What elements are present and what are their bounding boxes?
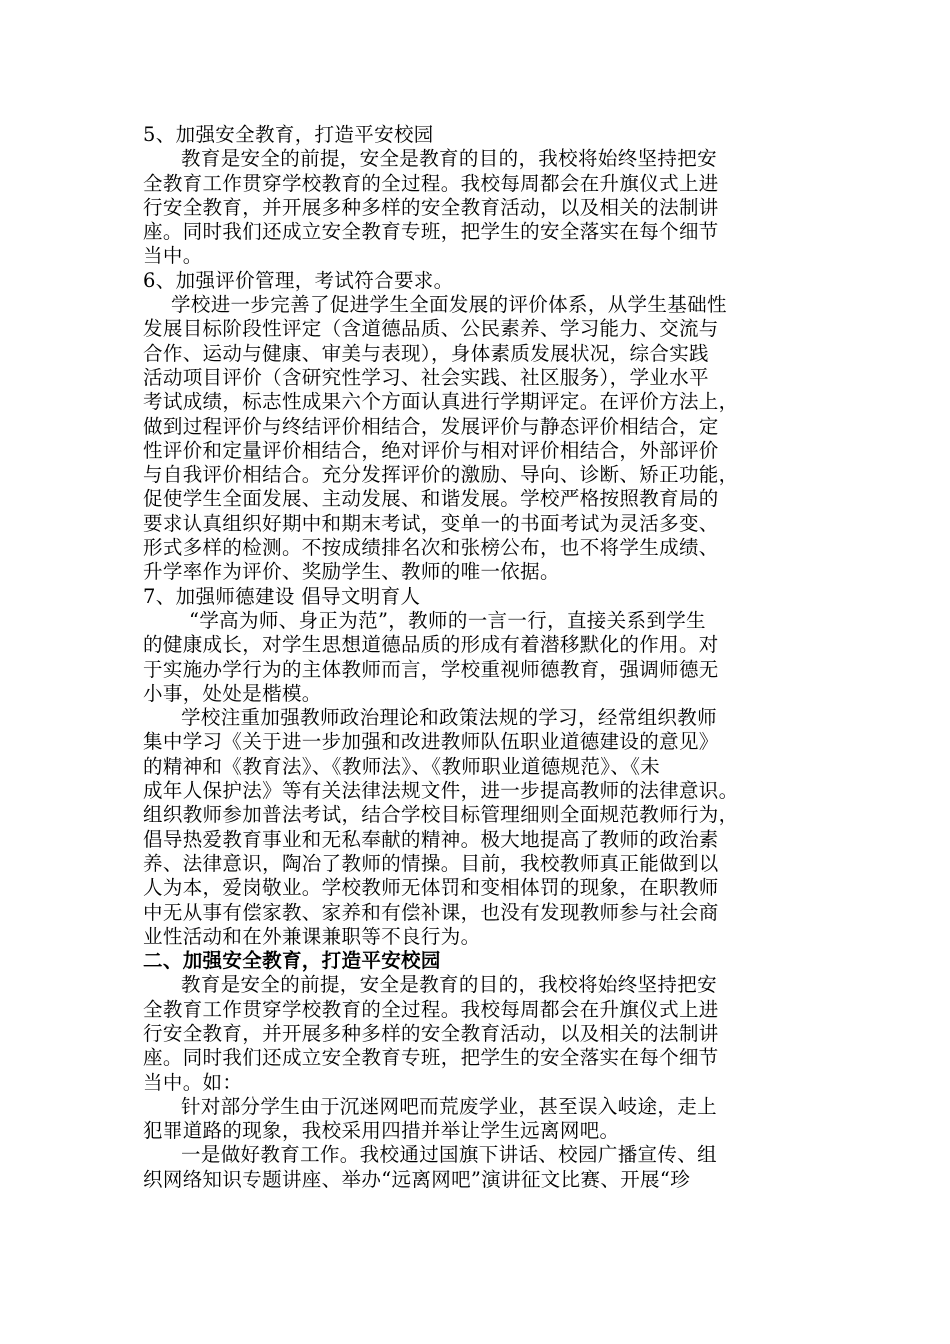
- text-line: 倡导热爱教育事业和无私奉献的精神。极大地提高了教师的政治素: [143, 827, 719, 851]
- text-line: 活动项目评价（含研究性学习、社会实践、社区服务），学业水平: [143, 365, 709, 389]
- text-line: 学校进一步完善了促进学生全面发展的评价体系，从学生基础性: [171, 293, 727, 317]
- text-line: 小事，处处是楷模。: [143, 681, 322, 705]
- text-line: 行安全教育，并开展多种多样的安全教育活动，以及相关的法制讲: [143, 1021, 719, 1045]
- text-line: 座。同时我们还成立安全教育专班，把学生的安全落实在每个细节: [143, 220, 719, 244]
- text-line: 当中。如：: [143, 1070, 243, 1094]
- text-line: 组织教师参加普法考试，结合学校目标管理细则全面规范教师行为，: [143, 803, 739, 827]
- text-line: 全教育工作贯穿学校教育的全过程。我校每周都会在升旗仪式上进: [143, 171, 719, 195]
- text-line: 行安全教育，并开展多种多样的安全教育活动，以及相关的法制讲: [143, 195, 719, 219]
- text-line: 当中。: [143, 244, 203, 268]
- text-line: 犯罪道路的现象，我校采用四措并举让学生远离网吧。: [143, 1119, 620, 1143]
- text-line: 成年人保护法》等有关法律法规文件，进一步提高教师的法律意识。: [143, 779, 739, 803]
- text-line: 业性活动和在外兼课兼职等不良行为。: [143, 924, 481, 948]
- document-page: [143, 123, 823, 1192]
- section-heading: 二、加强安全教育，打造平安校园: [143, 949, 441, 973]
- text-line: 座。同时我们还成立安全教育专班，把学生的安全落实在每个细节: [143, 1046, 719, 1070]
- text-line: 促使学生全面发展、主动发展、和谐发展。学校严格按照教育局的: [143, 487, 719, 511]
- text-line: 全教育工作贯穿学校教育的全过程。我校每周都会在升旗仪式上进: [143, 997, 719, 1021]
- text-line: 一是做好教育工作。我校通过国旗下讲话、校园广播宣传、组: [181, 1143, 717, 1167]
- text-line: 于实施办学行为的主体教师而言，学校重视师德教育，强调师德无: [143, 657, 719, 681]
- text-line: 与自我评价相结合。充分发挥评价的激励、导向、诊断、矫正功能，: [143, 463, 739, 487]
- text-line: 考试成绩，标志性成果六个方面认真进行学期评定。在评价方法上，: [143, 390, 739, 414]
- text-line: 的健康成长，对学生思想道德品质的形成有着潜移默化的作用。对: [143, 633, 719, 657]
- text-line: 要求认真组织好期中和期末考试，变单一的书面考试为灵活多变、: [143, 511, 719, 535]
- text-line: 针对部分学生由于沉迷网吧而荒废学业，甚至误入岐途，走上: [181, 1094, 717, 1118]
- text-line: 5、加强安全教育，打造平安校园: [143, 123, 434, 146]
- text-line: 中无从事有偿家教、家养和有偿补课，也没有发现教师参与社会商: [143, 900, 719, 924]
- text-line: “学高为师、身正为范”，教师的一言一行，直接关系到学生: [189, 608, 706, 632]
- text-line: 合作、运动与健康、审美与表现），身体素质发展状况，综合实践: [143, 341, 709, 365]
- text-line: 集中学习《关于进一步加强和改进教师队伍职业道德建设的意见》: [143, 730, 719, 754]
- text-line: 7、加强师德建设 倡导文明育人: [143, 584, 421, 608]
- text-line: 升学率作为评价、奖励学生、教师的唯一依据。: [143, 560, 560, 584]
- text-line: 人为本，爱岗敬业。学校教师无体罚和变相体罚的现象，在职教师: [143, 876, 719, 900]
- text-line: 教育是安全的前提，安全是教育的目的，我校将始终坚持把安: [181, 147, 717, 171]
- text-line: 做到过程评价与终结评价相结合，发展评价与静态评价相结合，定: [143, 414, 719, 438]
- text-line: 的精神和《教育法》、《教师法》、《教师职业道德规范》、《未: [143, 754, 661, 778]
- text-line: 养、法律意识，陶冶了教师的情操。目前，我校教师真正能做到以: [143, 851, 719, 875]
- text-line: 6、加强评价管理，考试符合要求。: [143, 268, 454, 292]
- text-line: 形式多样的检测。不按成绩排名次和张榜公布，也不将学生成绩、: [143, 536, 719, 560]
- text-line: 学校注重加强教师政治理论和政策法规的学习，经常组织教师: [181, 706, 717, 730]
- text-line: 教育是安全的前提，安全是教育的目的，我校将始终坚持把安: [181, 973, 717, 997]
- text-line: 织网络知识专题讲座、举办“远离网吧”演讲征文比赛、开展“珍: [143, 1167, 691, 1191]
- text-line: 性评价和定量评价相结合，绝对评价与相对评价相结合，外部评价: [143, 438, 719, 462]
- text-line: 发展目标阶段性评定（含道德品质、公民素养、学习能力、交流与: [143, 317, 719, 341]
